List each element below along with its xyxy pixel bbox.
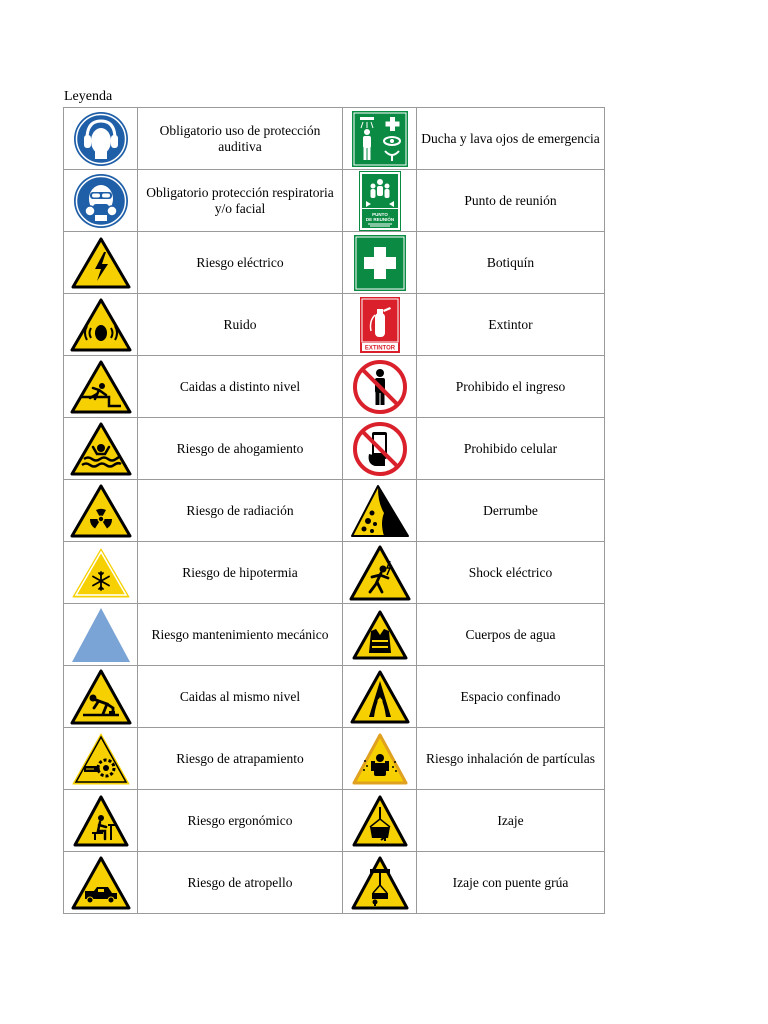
- electric-shock-icon: [348, 544, 412, 602]
- sign-label: Derrumbe: [483, 502, 538, 518]
- sign-label: Riesgo de hipotermia: [182, 564, 298, 580]
- sign-label: Botiquín: [486, 254, 535, 270]
- table-row: [64, 790, 605, 852]
- sign-label: Caidas al mismo nivel: [179, 688, 301, 704]
- extinguisher-sign-text: EXTINTOR: [364, 345, 395, 351]
- fire-extinguisher-icon: [360, 297, 400, 353]
- table-row: [64, 170, 605, 232]
- fall-from-height-icon: [69, 359, 133, 415]
- legend-title: Leyenda: [64, 89, 113, 104]
- slip-trip-hazard-icon: [69, 668, 133, 726]
- sign-label: Riesgo ergonómico: [187, 812, 293, 828]
- assembly-point-sign-text-line1: PUNTO: [371, 211, 388, 217]
- assembly-point-sign-text-line2: DE REUNIÓN: [365, 216, 394, 222]
- table-row: [64, 480, 605, 542]
- hearing-protection-icon: [73, 111, 129, 167]
- sign-label: Prohibido el ingreso: [455, 378, 566, 394]
- radiation-hazard-icon: [69, 483, 133, 539]
- no-entry-icon: [351, 358, 409, 416]
- sign-label: Riesgo inhalación de partículas: [425, 750, 596, 766]
- sign-label: Riesgo de radiación: [186, 502, 294, 518]
- electrical-hazard-icon: [70, 236, 132, 290]
- assembly-point-icon: [359, 171, 401, 231]
- sign-label: Espacio confinado: [460, 688, 561, 704]
- hypothermia-hazard-icon: [70, 546, 132, 600]
- confined-space-icon: [349, 669, 411, 725]
- sign-label: Extintor: [488, 316, 533, 332]
- table-row: [64, 604, 605, 666]
- sign-label: Ducha y lava ojos de emergencia: [421, 130, 600, 146]
- table-row: [64, 666, 605, 728]
- sign-label: Obligatorio uso de protección auditiva: [159, 122, 321, 154]
- table-row: [64, 418, 605, 480]
- sign-label: Riesgo de atrapamiento: [176, 750, 304, 766]
- table-row: [64, 108, 605, 170]
- table-row: [64, 728, 605, 790]
- sign-label: Shock eléctrico: [468, 564, 553, 580]
- first-aid-kit-icon: [354, 235, 406, 291]
- sign-label: Ruido: [223, 316, 257, 332]
- landslide-icon: [350, 483, 410, 539]
- drowning-hazard-icon: [69, 421, 133, 477]
- life-vest-icon: [351, 609, 409, 661]
- respiratory-protection-icon: [73, 173, 129, 229]
- ergonomic-hazard-icon: [72, 794, 130, 848]
- sign-label: Prohibido celular: [463, 440, 558, 456]
- sign-label: Izaje con puente grúa: [452, 874, 569, 890]
- sign-label: Riesgo de ahogamiento: [176, 440, 304, 456]
- legend-table: [63, 107, 605, 914]
- sign-label: Riesgo de atropello: [187, 874, 293, 890]
- table-row: [64, 356, 605, 418]
- table-row: [64, 542, 605, 604]
- lifting-hazard-icon: [351, 794, 409, 848]
- blue-triangle-icon: [70, 606, 132, 664]
- sign-label: Riesgo eléctrico: [196, 254, 284, 270]
- vehicle-hazard-icon: [70, 855, 132, 911]
- sign-label: Punto de reunión: [464, 192, 557, 208]
- table-row: [64, 852, 605, 914]
- sign-label: Caidas a distinto nivel: [179, 378, 301, 394]
- entrapment-hazard-icon: [70, 731, 132, 787]
- no-mobile-phone-icon: [351, 420, 409, 478]
- sign-label: Riesgo mantenimiento mecánico: [151, 626, 329, 642]
- particle-inhalation-icon: [350, 731, 410, 787]
- table-row: [64, 232, 605, 294]
- overhead-crane-icon: [350, 855, 410, 911]
- noise-hazard-icon: [69, 297, 133, 353]
- sign-label: Izaje: [497, 812, 524, 828]
- emergency-shower-eyewash-icon: [352, 111, 408, 167]
- sign-label: Cuerpos de agua: [465, 626, 556, 642]
- table-row: [64, 294, 605, 356]
- sign-label: Obligatorio protección respiratoria y/o facial: [146, 184, 334, 216]
